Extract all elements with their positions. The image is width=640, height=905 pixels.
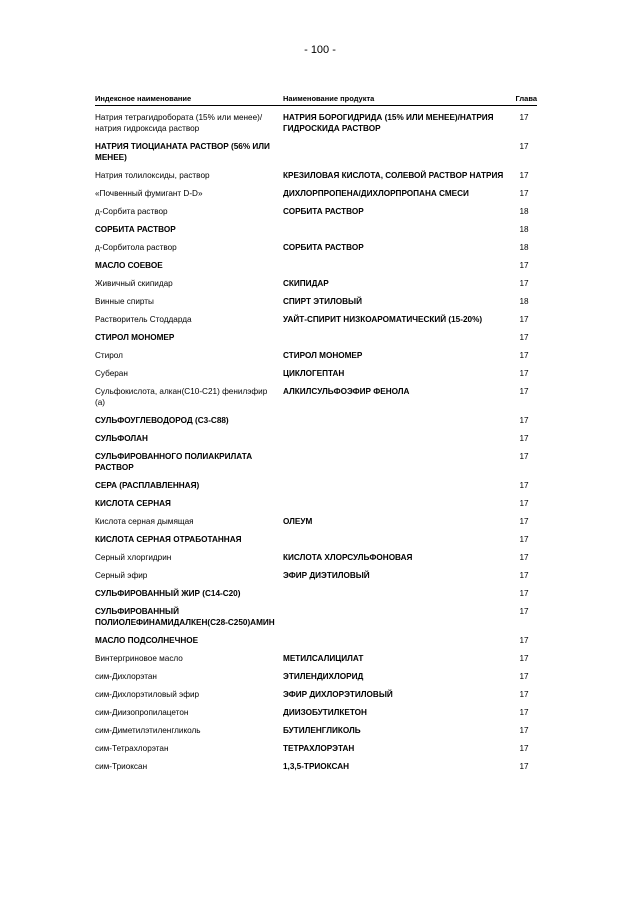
- chapter-cell: 17: [519, 369, 529, 378]
- index-name-cell: СОРБИТА РАСТВОР: [95, 225, 176, 234]
- chapter-cell: 17: [519, 499, 529, 508]
- index-name-cell: СУЛЬФОУГЛЕВОДОРОД (С3-С88): [95, 416, 229, 425]
- page-number: - 100 -: [304, 44, 336, 56]
- product-name-cell: СПИРТ ЭТИЛОВЫЙ: [283, 297, 362, 306]
- table-row: [95, 257, 537, 275]
- index-name-cell: СУЛЬФИРОВАННЫЙ ЖИР (С14-С20): [95, 589, 241, 598]
- table-row: [95, 686, 537, 704]
- table-row: [95, 650, 537, 668]
- product-name-cell: [283, 603, 511, 632]
- table-row: [95, 311, 537, 329]
- product-name-cell: [283, 430, 511, 448]
- header-chapter: Глава: [511, 92, 537, 106]
- chapter-cell: 17: [519, 744, 529, 753]
- index-name-cell: Растворитель Стоддарда: [95, 315, 192, 324]
- table-row: [95, 138, 537, 167]
- index-name-cell: сим-Дихлорэтан: [95, 672, 157, 681]
- table-row: [95, 275, 537, 293]
- product-name-cell: [283, 495, 511, 513]
- index-name-cell: Суберан: [95, 369, 128, 378]
- chapter-cell: 18: [519, 243, 529, 252]
- index-name-cell: Серный хлоргидрин: [95, 553, 172, 562]
- product-name-cell: [283, 138, 511, 167]
- product-name-cell: ЭФИР ДИЭТИЛОВЫЙ: [283, 571, 370, 580]
- product-name-cell: [283, 221, 511, 239]
- chemical-index-table: [95, 92, 537, 776]
- index-name-cell: сим-Триоксан: [95, 762, 148, 771]
- product-name-cell: ЭТИЛЕНДИХЛОРИД: [283, 672, 364, 681]
- table-row: [95, 585, 537, 603]
- table-row: [95, 329, 537, 347]
- index-name-cell: МАСЛО ПОДСОЛНЕЧНОЕ: [95, 636, 199, 645]
- index-name-cell: КИСЛОТА СЕРНАЯ: [95, 499, 171, 508]
- chapter-cell: 17: [519, 416, 529, 425]
- chapter-cell: 17: [519, 571, 529, 580]
- chapter-cell: 17: [519, 333, 529, 342]
- table-row: [95, 106, 537, 139]
- product-name-cell: УАЙТ-СПИРИТ НИЗКОАРОМАТИЧЕСКИЙ (15-20%): [283, 315, 483, 324]
- table-row: [95, 567, 537, 585]
- table-row: [95, 185, 537, 203]
- product-name-cell: АЛКИЛСУЛЬФОЭФИР ФЕНОЛА: [283, 387, 410, 396]
- table-row: [95, 549, 537, 567]
- chapter-cell: 17: [519, 607, 529, 616]
- product-name-cell: СОРБИТА РАСТВОР: [283, 207, 364, 216]
- chapter-cell: 17: [519, 351, 529, 360]
- product-name-cell: [283, 632, 511, 650]
- index-name-cell: Кислота серная дымящая: [95, 517, 194, 526]
- chapter-cell: 17: [519, 553, 529, 562]
- product-name-cell: СТИРОЛ МОНОМЕР: [283, 351, 363, 360]
- table-row: [95, 531, 537, 549]
- product-name-cell: [283, 585, 511, 603]
- index-name-cell: СУЛЬФИРОВАННОГО ПОЛИАКРИЛАТА РАСТВОР: [95, 452, 253, 472]
- table-row: [95, 221, 537, 239]
- chapter-cell: 17: [519, 113, 529, 122]
- product-name-cell: ОЛЕУМ: [283, 517, 313, 526]
- chapter-cell: 17: [519, 708, 529, 717]
- table-row: [95, 448, 537, 477]
- product-name-cell: [283, 477, 511, 495]
- index-name-cell: «Почвенный фумигант D-D»: [95, 189, 203, 198]
- index-name-cell: КИСЛОТА СЕРНАЯ ОТРАБОТАННАЯ: [95, 535, 242, 544]
- chapter-cell: 17: [519, 171, 529, 180]
- index-name-cell: Живичный скипидар: [95, 279, 173, 288]
- index-name-cell: Стирол: [95, 351, 123, 360]
- chapter-cell: 18: [519, 297, 529, 306]
- chapter-cell: 17: [519, 434, 529, 443]
- table-row: [95, 632, 537, 650]
- product-name-cell: СКИПИДАР: [283, 279, 329, 288]
- chapter-cell: 17: [519, 535, 529, 544]
- table-row: [95, 239, 537, 257]
- table-row: [95, 477, 537, 495]
- header-index-name: Индексное наименование: [95, 92, 283, 106]
- chapter-cell: 18: [519, 207, 529, 216]
- product-name-cell: [283, 531, 511, 549]
- table-row: [95, 293, 537, 311]
- product-name-cell: ТЕТРАХЛОРЭТАН: [283, 744, 355, 753]
- table-row: [95, 412, 537, 430]
- table-row: [95, 383, 537, 412]
- index-name-cell: СУЛЬФИРОВАННЫЙ ПОЛИОЛЕФИНАМИДАЛКЕН(С28-С250)АМИН: [95, 607, 275, 627]
- table-body: [95, 106, 537, 777]
- chapter-cell: 17: [519, 589, 529, 598]
- chapter-cell: 17: [519, 189, 529, 198]
- table-row: [95, 513, 537, 531]
- chapter-cell: 17: [519, 452, 529, 461]
- product-name-cell: [283, 412, 511, 430]
- product-name-cell: КИСЛОТА ХЛОРСУЛЬФОНОВАЯ: [283, 553, 413, 562]
- chapter-cell: 17: [519, 762, 529, 771]
- index-name-cell: Натрия толилоксиды, раствор: [95, 171, 210, 180]
- table-row: [95, 603, 537, 632]
- table-row: [95, 722, 537, 740]
- product-name-cell: [283, 448, 511, 477]
- chapter-cell: 17: [519, 481, 529, 490]
- product-name-cell: ЭФИР ДИХЛОРЭТИЛОВЫЙ: [283, 690, 393, 699]
- chapter-cell: 18: [519, 225, 529, 234]
- product-name-cell: НАТРИЯ БОРОГИДРИДА (15% ИЛИ МЕНЕЕ)/НАТРИЯ ГИДРОСКИДА РАСТВОР: [283, 113, 494, 133]
- index-name-cell: СУЛЬФОЛАН: [95, 434, 148, 443]
- index-name-cell: СТИРОЛ МОНОМЕР: [95, 333, 175, 342]
- index-name-cell: Серный эфир: [95, 571, 148, 580]
- chapter-cell: 17: [519, 690, 529, 699]
- index-name-cell: д-Сорбитола раствор: [95, 243, 177, 252]
- product-name-cell: 1,3,5-ТРИОКСАН: [283, 762, 350, 771]
- chapter-cell: 17: [519, 517, 529, 526]
- table-header: [95, 92, 537, 106]
- chapter-cell: 17: [519, 142, 529, 151]
- chapter-cell: 17: [519, 315, 529, 324]
- chapter-cell: 17: [519, 261, 529, 270]
- table-row: [95, 430, 537, 448]
- index-name-cell: сим-Тетрахлорэтан: [95, 744, 169, 753]
- index-name-cell: Натрия тетрагидробората (15% или менее)/натрия гидроксида раствор: [95, 113, 263, 133]
- product-name-cell: МЕТИЛСАЛИЦИЛАТ: [283, 654, 364, 663]
- index-name-cell: МАСЛО СОЕВОЕ: [95, 261, 163, 270]
- table-row: [95, 347, 537, 365]
- chapter-cell: 17: [519, 387, 529, 396]
- product-name-cell: КРЕЗИЛОВАЯ КИСЛОТА, СОЛЕВОЙ РАСТВОР НАТРИЯ: [283, 171, 504, 180]
- chapter-cell: 17: [519, 636, 529, 645]
- product-name-cell: [283, 257, 511, 275]
- index-name-cell: д-Сорбита раствор: [95, 207, 168, 216]
- index-name-cell: сим-Диизопропилацетон: [95, 708, 189, 717]
- index-name-cell: Винтергриновое масло: [95, 654, 183, 663]
- table-row: [95, 740, 537, 758]
- index-name-cell: Сульфокислота, алкан(С10-С21) фенилэфир (а): [95, 387, 268, 407]
- table-row: [95, 365, 537, 383]
- chapter-cell: 17: [519, 279, 529, 288]
- index-name-cell: сим-Диметилэтиленгликоль: [95, 726, 201, 735]
- chapter-cell: 17: [519, 726, 529, 735]
- product-name-cell: [283, 329, 511, 347]
- table-row: [95, 704, 537, 722]
- table-row: [95, 758, 537, 776]
- product-name-cell: СОРБИТА РАСТВОР: [283, 243, 364, 252]
- table-row: [95, 668, 537, 686]
- index-name-cell: сим-Дихлорэтиловый эфир: [95, 690, 200, 699]
- index-name-cell: НАТРИЯ ТИОЦИАНАТА РАСТВОР (56% ИЛИ МЕНЕЕ): [95, 142, 270, 162]
- table-row: [95, 495, 537, 513]
- product-name-cell: ДИХЛОРПРОПЕНА/ДИХЛОРПРОПАНА СМЕСИ: [283, 189, 469, 198]
- index-name-cell: Винные спирты: [95, 297, 154, 306]
- table-row: [95, 167, 537, 185]
- chapter-cell: 17: [519, 654, 529, 663]
- product-name-cell: ДИИЗОБУТИЛКЕТОН: [283, 708, 367, 717]
- header-product-name: Наименование продукта: [283, 92, 511, 106]
- index-name-cell: СЕРА (РАСПЛАВЛЕННАЯ): [95, 481, 200, 490]
- chapter-cell: 17: [519, 672, 529, 681]
- product-name-cell: ЦИКЛОГЕПТАН: [283, 369, 345, 378]
- product-name-cell: БУТИЛЕНГЛИКОЛЬ: [283, 726, 361, 735]
- table-row: [95, 203, 537, 221]
